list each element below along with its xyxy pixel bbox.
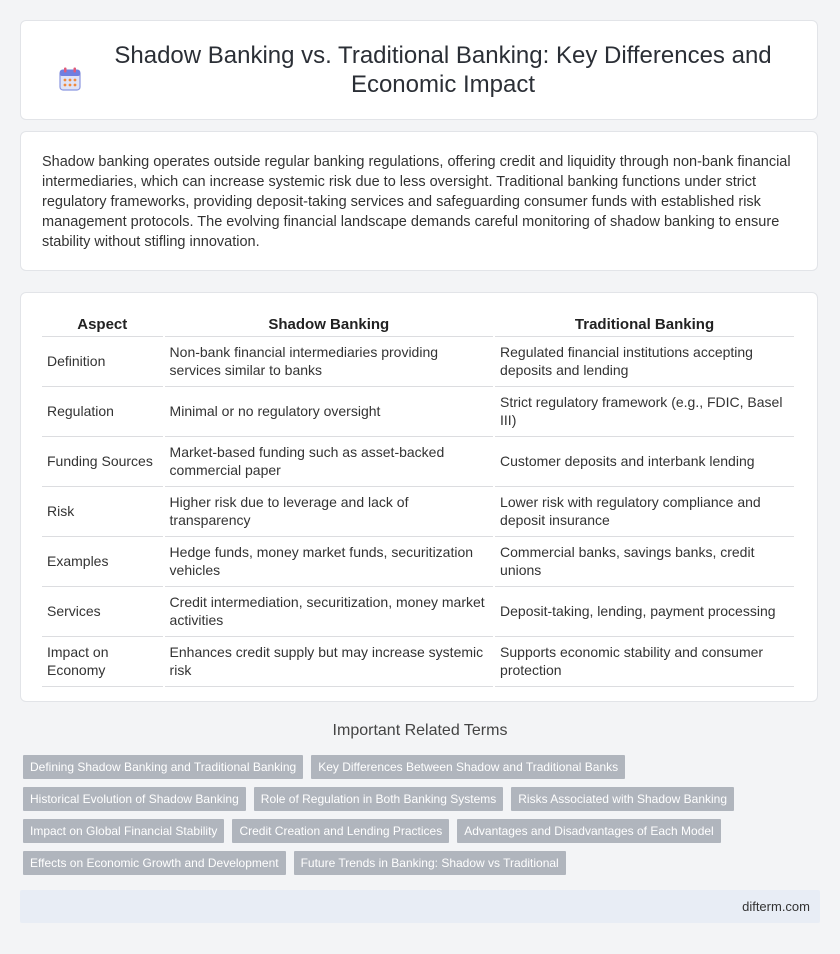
table-cell-aspect: Risk	[42, 487, 163, 537]
comparison-table-card	[20, 292, 818, 702]
table-cell-traditional: Regulated financial institutions accepting deposits and lending	[495, 337, 794, 387]
table-cell-aspect: Impact on Economy	[42, 637, 163, 687]
table-cell-shadow: Hedge funds, money market funds, securitization vehicles	[165, 537, 493, 587]
related-term-tag[interactable]: Key Differences Between Shadow and Traditional Banks	[311, 755, 625, 779]
related-term-tag[interactable]: Historical Evolution of Shadow Banking	[23, 787, 246, 811]
table-row	[42, 387, 794, 437]
tag-row	[23, 851, 823, 875]
column-header-shadow-banking: Shadow Banking	[165, 311, 493, 337]
table-cell-traditional: Commercial banks, savings banks, credit unions	[495, 537, 794, 587]
related-term-tag[interactable]: Defining Shadow Banking and Traditional Banking	[23, 755, 303, 779]
table-cell-shadow: Non-bank financial intermediaries providing services similar to banks	[165, 337, 493, 387]
table-cell-aspect: Examples	[42, 537, 163, 587]
table-cell-aspect: Services	[42, 587, 163, 637]
related-term-tag[interactable]: Impact on Global Financial Stability	[23, 819, 224, 843]
calendar-icon	[59, 67, 81, 91]
table-row	[42, 437, 794, 487]
table-cell-aspect: Regulation	[42, 387, 163, 437]
table-row	[42, 337, 794, 387]
footer-site-link[interactable]: difterm.com	[742, 899, 810, 914]
table-row	[42, 587, 794, 637]
related-term-tag[interactable]: Effects on Economic Growth and Development	[23, 851, 286, 875]
table-cell-traditional: Customer deposits and interbank lending	[495, 437, 794, 487]
intro-paragraph: Shadow banking operates outside regular banking regulations, offering credit and liquidity through non-bank financial intermediaries, which can increase systemic risk due to less oversight. Traditional banking functions under strict regulatory frameworks, providing deposit-taking services and safeguarding consumer funds with established risk management protocols. The evolving financial landscape demands careful monitoring of shadow banking to ensure stability without stifling innovation.	[42, 154, 791, 250]
header-card	[20, 20, 818, 120]
table-cell-traditional: Lower risk with regulatory compliance and deposit insurance	[495, 487, 794, 537]
table-cell-traditional: Deposit-taking, lending, payment processing	[495, 587, 794, 637]
tag-row	[23, 755, 823, 779]
table-row	[42, 537, 794, 587]
intro-card	[20, 131, 818, 271]
related-term-tag[interactable]: Role of Regulation in Both Banking Systems	[254, 787, 503, 811]
table-row	[42, 487, 794, 537]
tag-row	[23, 787, 823, 811]
related-term-tag[interactable]: Advantages and Disadvantages of Each Model	[457, 819, 721, 843]
table-cell-shadow: Higher risk due to leverage and lack of transparency	[165, 487, 493, 537]
table-cell-traditional: Supports economic stability and consumer protection	[495, 637, 794, 687]
table-header-row	[42, 311, 794, 337]
table-row	[42, 637, 794, 687]
table-cell-shadow: Market-based funding such as asset-backed commercial paper	[165, 437, 493, 487]
table-cell-traditional: Strict regulatory framework (e.g., FDIC, Basel III)	[495, 387, 794, 437]
table-cell-shadow: Minimal or no regulatory oversight	[165, 387, 493, 437]
table-cell-aspect: Definition	[42, 337, 163, 387]
page-title: Shadow Banking vs. Traditional Banking: Key Differences and Economic Impact	[114, 42, 772, 98]
comparison-table	[40, 311, 796, 687]
table-cell-shadow: Enhances credit supply but may increase systemic risk	[165, 637, 493, 687]
tag-row	[23, 819, 823, 843]
related-terms-tags	[23, 755, 823, 883]
footer	[20, 890, 820, 923]
table-cell-aspect: Funding Sources	[42, 437, 163, 487]
table-cell-shadow: Credit intermediation, securitization, money market activities	[165, 587, 493, 637]
related-term-tag[interactable]: Risks Associated with Shadow Banking	[511, 787, 734, 811]
related-term-tag[interactable]: Future Trends in Banking: Shadow vs Traditional	[294, 851, 566, 875]
related-term-tag[interactable]: Credit Creation and Lending Practices	[232, 819, 449, 843]
column-header-traditional-banking: Traditional Banking	[495, 311, 794, 337]
related-terms-heading: Important Related Terms	[332, 722, 508, 739]
column-header-aspect: Aspect	[42, 311, 163, 337]
